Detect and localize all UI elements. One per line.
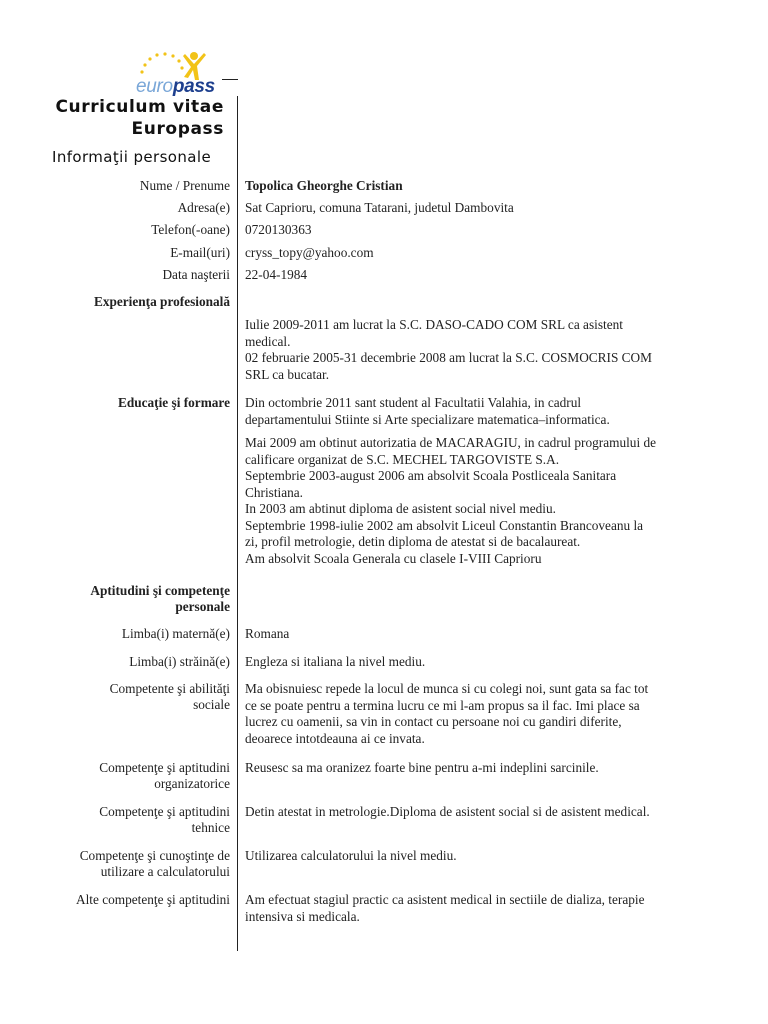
name-value: Topolica Gheorghe Cristian [245,178,403,193]
experience-value: Iulie 2009-2011 am lucrat la S.C. DASO-CADO COM SRL ca asistent medical. 02 februarie 2005-31 decembrie 2008 am lucrat la S.C. COSMOCRIS COM SRL ca bucatar. [245,317,652,382]
social-skills-label: Competente şi abilităţi sociale [109,681,230,712]
other-skills-value: Am efectuat stagiul practic ca asistent medical in sectiile de dializa, terapie intensiva si medicala. [245,892,645,924]
computer-skills-value: Utilizarea calculatorului la nivel mediu. [245,848,457,863]
social-skills-value: Ma obisnuiesc repede la locul de munca si cu colegi noi, sunt gata sa fac tot ce se poate pentru a termina lucru ce mi l-am propus sa il fac. Imi place sa lucrez cu oamenii, sa vin in contact cu persoane noi cu gandiri diferite, deoarece intotdeauna ai ce invata. [245,681,649,746]
organizational-skills-value: Reusesc sa ma oranizez foarte bine pentru a-mi indeplini sarcinile. [245,760,599,775]
organizational-skills-label: Competenţe şi aptitudini organizatorice [99,760,230,791]
mother-tongue-label: Limba(i) maternă(e) [121,626,230,641]
address-value: Sat Caprioru, comuna Tatarani, judetul Dambovita [245,200,514,215]
phone-label: Telefon(-oane) [151,222,230,237]
logo-rule [222,79,238,80]
cv-title-line1: Curriculum vitae [55,97,224,117]
skills-label: Aptitudini şi competenţe personale [90,583,230,614]
phone-value: 0720130363 [245,222,312,237]
birth-label: Data naşterii [162,267,230,282]
education-value-2: Mai 2009 am obtinut autorizatia de MACARAGIU, in cadrul programului de calificare organizat de S.C. MECHEL TARGOVISTE S.A. Septembrie 2003-august 2006 am absolvit Scoala Postliceala Sanitara Christiana. In 2003 am abtinut diploma de asistent social nivel mediu. Septembrie 1998-iulie 2002 am absolvit Liceul Constantin Brancoveanu la zi, profil metrologie, detin diploma de atestat si de bacalaureat. Am absolvit Scoala Generala cu clasele I-VIII Caprioru [245,435,657,566]
email-label: E-mail(uri) [170,245,230,260]
mother-tongue-value: Romana [245,626,290,641]
name-label: Nume / Prenume [139,178,230,193]
foreign-language-value: Engleza si italiana la nivel mediu. [245,654,426,669]
cv-title [55,96,224,140]
europass-wordmark: europass [136,76,215,97]
address-label: Adresa(e) [177,200,230,215]
technical-skills-label: Competenţe şi aptitudini tehnice [99,804,230,835]
europass-logo [136,50,246,100]
other-skills-label: Alte competenţe şi aptitudini [76,892,230,907]
computer-skills-label: Competenţe şi cunoştinţe de utilizare a calculatorului [79,848,230,879]
education-value-1: Din octombrie 2011 sant student al Facultatii Valahia, in cadrul departamentului Stiinte si Arte specializare matematica–informatica. [245,395,610,427]
technical-skills-value: Detin atestat in metrologie.Diploma de asistent social si de asistent medical. [245,804,650,819]
cv-title-line2: Europass [131,119,224,139]
email-value: cryss_topy@yahoo.com [245,245,374,260]
foreign-language-label: Limba(i) străină(e) [129,654,230,669]
section-personal-info: Informaţii personale [52,148,212,166]
birth-value: 22-04-1984 [245,267,308,282]
experience-label: Experienţa profesională [93,294,230,309]
education-label: Educaţie şi formare [117,395,230,410]
vertical-divider [237,96,238,951]
